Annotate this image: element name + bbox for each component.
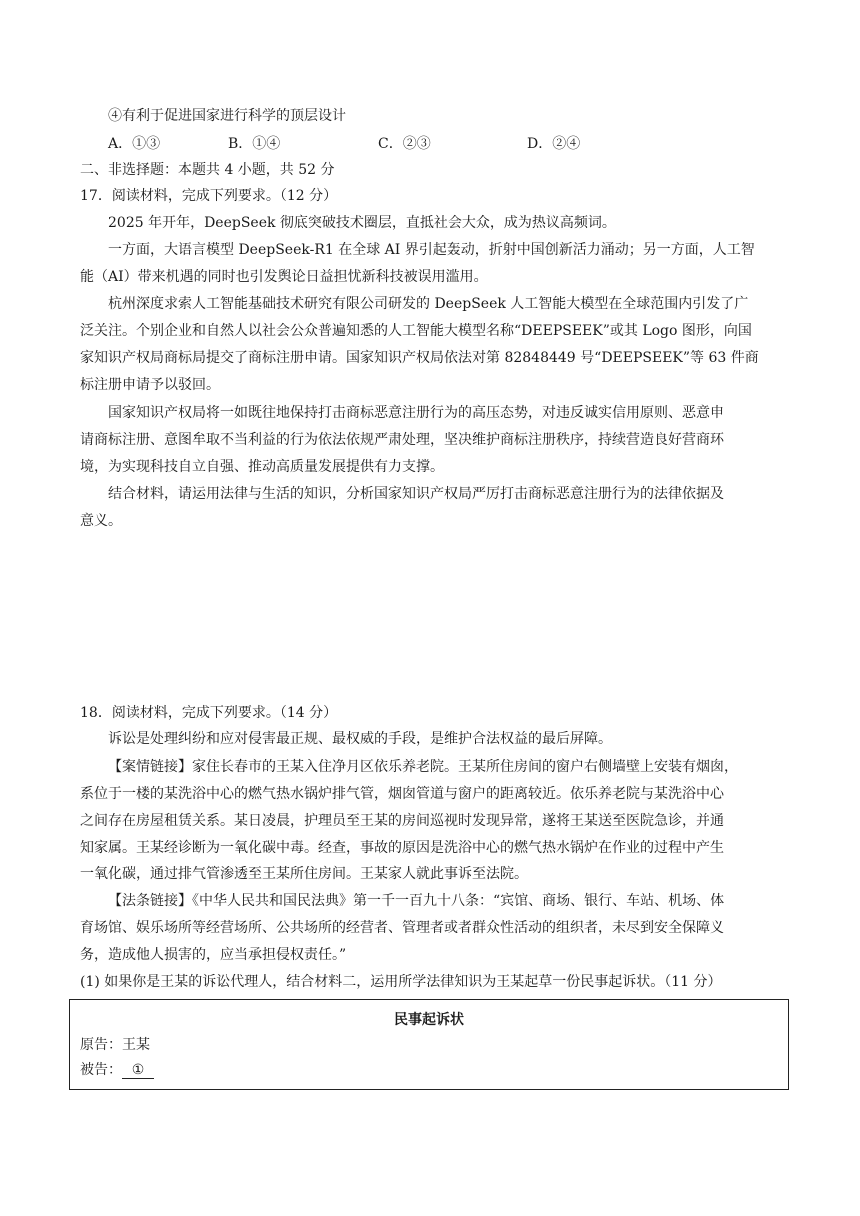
q18-line: 育场馆、娱乐场所等经营场所、公共场所的经营者、管理者或者群众性活动的组织者，未尽到安全保障义	[80, 920, 724, 936]
q17-line: 结合材料，请运用法律与生活的知识，分析国家知识产权局严厉打击商标恶意注册行为的法律依据及	[108, 486, 724, 502]
defendant-blank[interactable]: ①	[122, 1062, 154, 1079]
section-heading: 二、非选择题：本题共 4 小题，共 52 分	[80, 162, 335, 178]
defendant-label: 被告：	[80, 1062, 122, 1078]
q17-prompt: 17．阅读材料，完成下列要求。（12 分）	[80, 188, 338, 204]
option-d: D．②④	[527, 136, 581, 152]
q17-line: 杭州深度求索人工智能基础技术研究有限公司研发的 DeepSeek 人工智能大模型在全球范围内引发了广	[108, 296, 749, 312]
plaintiff-line: 原告：王某	[80, 1037, 150, 1053]
q17-line: 家知识产权局商标局提交了商标注册申请。国家知识产权局依法对第 82848449 号“DEEPSEEK”等 63 件商	[80, 350, 759, 366]
q16-item-4: ④有利于促进国家进行科学的顶层设计	[108, 108, 346, 124]
q18-subquestion-1: (1) 如果你是王某的诉讼代理人，结合材料二，运用所学法律知识为王某起草一份民事起诉状。（11 分）	[80, 974, 722, 990]
q18-line: 之间存在房屋租赁关系。某日凌晨，护理员至王某的房间巡视时发现异常，遂将王某送至医院急诊，并通	[80, 813, 724, 829]
q17-line: 标注册申请予以驳回。	[80, 377, 220, 393]
q18-line: 【法条链接】《中华人民共和国民法典》第一千一百九十八条：“宾馆、商场、银行、车站、机场、体	[108, 893, 725, 909]
q17-line: 意义。	[80, 513, 122, 529]
defendant-line	[80, 1060, 154, 1080]
q18-prompt: 18．阅读材料，完成下列要求。（14 分）	[80, 705, 338, 721]
option-a: A．①③	[108, 136, 161, 152]
complaint-form-box	[69, 999, 789, 1090]
q16-options	[108, 134, 708, 154]
q18-line: 【案情链接】家住长春市的王某入住净月区依乐养老院。王某所住房间的窗户右侧墙壁上安装有烟囱，	[108, 759, 738, 775]
option-c: C．②③	[378, 136, 431, 152]
q18-line: 诉讼是处理纠纷和应对侵害最正规、最权威的手段，是维护合法权益的最后屏障。	[108, 731, 612, 747]
q17-line: 国家知识产权局将一如既往地保持打击商标恶意注册行为的高压态势，对违反诚实信用原则、恶意申	[108, 405, 724, 421]
q17-line: 一方面，大语言模型 DeepSeek-R1 在全球 AI 界引起轰动，折射中国创新活力涌动；另一方面，人工智	[108, 242, 755, 258]
q17-line: 境，为实现科技自立自强、推动高质量发展提供有力支撑。	[80, 459, 444, 475]
q17-line: 泛关注。个别企业和自然人以社会公众普遍知悉的人工智能大模型名称“DEEPSEEK”或其 Logo 图形，向国	[80, 323, 752, 339]
q17-line: 2025 年开年，DeepSeek 彻底突破技术圈层，直抵社会大众，成为热议高频词。	[108, 215, 616, 231]
q17-line: 能（AI）带来机遇的同时也引发舆论日益担忧新科技被误用滥用。	[80, 269, 488, 285]
q18-line: 知家属。王某经诊断为一氧化碳中毒。经查，事故的原因是洗浴中心的燃气热水锅炉在作业的过程中产生	[80, 840, 724, 856]
q18-line: 系位于一楼的某洗浴中心的燃气热水锅炉排气管，烟囱管道与窗户的距离较近。依乐养老院与某洗浴中心	[80, 786, 724, 802]
q17-line: 请商标注册、意图牟取不当利益的行为依法依规严肃处理，坚决维护商标注册秩序，持续营造良好营商环	[80, 432, 724, 448]
q18-line: 务，造成他人损害的，应当承担侵权责任。”	[80, 947, 347, 963]
complaint-title: 民事起诉状	[394, 1012, 464, 1028]
option-b: B．①④	[228, 136, 281, 152]
q18-line: 一氧化碳，通过排气管渗透至王某所住房间。王某家人就此事诉至法院。	[80, 866, 528, 882]
